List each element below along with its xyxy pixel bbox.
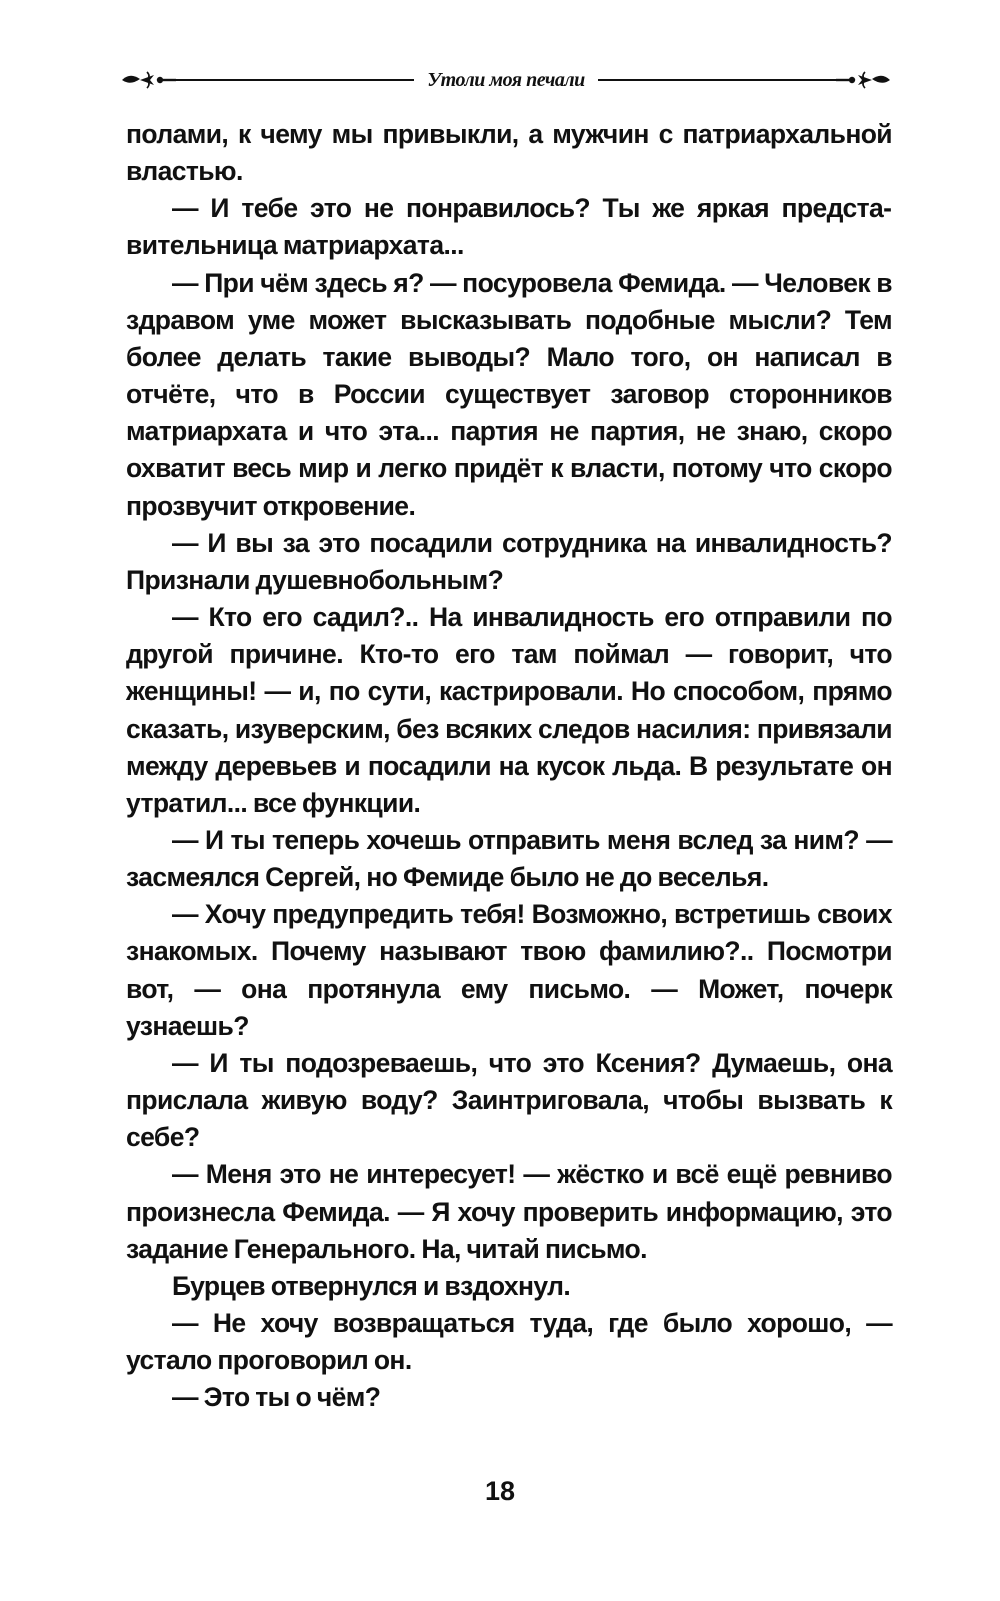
running-header	[120, 66, 892, 96]
body-text	[126, 116, 892, 1416]
paragraph: Бурцев отвернулся и вздохнул.	[172, 1270, 571, 1301]
paragraph: полами, к чему мы привыкли, а мужчин с патриархальной властью.	[126, 119, 892, 187]
paragraph: — При чём здесь я? — посуровела Фемида. — Человек в здравом уме может высказывать подобные мысли? Тем более делать такие выводы? Мало того, он написал в отчёте, что в России существует заговор сторонников матриархата и что эта... партия не партия, не знаю, скоро охватит весь мир и легко придёт к власти, потому что скоро прозвучит откровение.	[126, 267, 892, 521]
paragraph: — Хочу предупредить тебя! Возможно, встретишь своих знакомых. Почему называют твою фамилию?.. Посмотри вот, — она протянула ему письмо. — Может, почерк узнаешь?	[126, 899, 892, 1041]
paragraph: — Не хочу возвращаться туда, где было хорошо, — устало проговорил он.	[126, 1308, 892, 1376]
paragraph: — И тебе это не понравилось? Ты же яркая представительница матриархата...	[126, 193, 892, 261]
paragraph: — Меня это не интересует! — жёстко и всё ещё ревниво произнесла Фемида. — Я хочу проверить информацию, это задание Генерального. На, читай письмо.	[126, 1159, 892, 1264]
right-ornament-icon	[836, 66, 892, 94]
paragraph: — И ты подозреваешь, что это Ксения? Думаешь, она прислала живую воду? Заинтриговала, чтобы вызвать к себе?	[126, 1047, 892, 1153]
running-title: Утоли моя печали	[427, 69, 585, 91]
header-rule-right	[598, 79, 840, 81]
paragraph: — И ты теперь хочешь отправить меня вслед за ним? — засмеялся Сергей, но Фемиде было не до веселья.	[126, 824, 892, 893]
page-number: 18	[484, 1476, 516, 1506]
paragraph: — Кто его садил?.. На инвалидность его отправили по другой причине. Кто-то его там поймал — говорит, что женщины! — и, по сути, кастрировали. Но способом, прямо сказать, изуверским, без всяких следов насилия: привязали между деревьев и посадили на кусок льда. В результате он утратил... все функции.	[126, 602, 892, 818]
paragraph: — И вы за это посадили сотрудника на инвалидность? Признали душевнобольным?	[126, 527, 892, 595]
paragraph: — Это ты о чём?	[172, 1382, 381, 1413]
header-rule-left	[172, 79, 414, 81]
left-ornament-icon	[120, 66, 176, 94]
